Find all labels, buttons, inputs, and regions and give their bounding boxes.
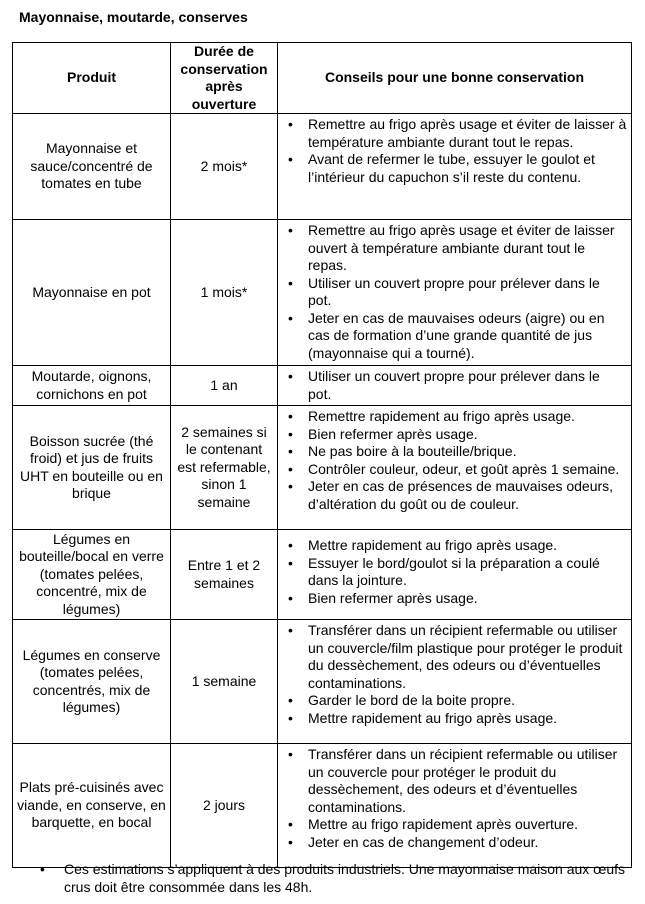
header-duration: Durée de conservation après ouverture bbox=[171, 43, 278, 114]
table-row bbox=[13, 220, 632, 366]
advice-list bbox=[278, 620, 627, 729]
list-item bbox=[278, 368, 627, 403]
bullet-icon: • bbox=[288, 443, 293, 459]
table-header-row bbox=[13, 43, 632, 114]
header-advice: Conseils pour une bonne conservation bbox=[278, 43, 632, 114]
list-item bbox=[278, 443, 627, 461]
list-item bbox=[278, 555, 627, 590]
table-row bbox=[13, 620, 632, 744]
duration-cell: Entre 1 et 2 semaines bbox=[171, 530, 278, 620]
advice-list bbox=[278, 366, 627, 405]
bullet-icon: • bbox=[288, 589, 293, 606]
advice-text: Ne pas boire à la bouteille/brique. bbox=[308, 443, 517, 459]
bullet-icon: • bbox=[288, 408, 293, 424]
list-item bbox=[278, 151, 627, 186]
bullet-icon: • bbox=[288, 460, 293, 477]
list-item bbox=[278, 310, 627, 363]
list-item bbox=[278, 537, 627, 555]
footnote bbox=[40, 861, 630, 896]
list-item bbox=[278, 275, 627, 310]
advice-text: Garder le bord de la boite propre. bbox=[308, 692, 516, 708]
page-title: Mayonnaise, moutarde, conserves bbox=[19, 9, 248, 25]
list-item bbox=[278, 426, 627, 444]
advice-cell bbox=[278, 220, 632, 366]
list-item bbox=[278, 816, 627, 834]
duration-cell: 1 an bbox=[171, 366, 278, 406]
list-item bbox=[278, 622, 627, 692]
list-item bbox=[278, 834, 627, 852]
bullet-icon: • bbox=[288, 151, 293, 167]
product-cell: Boisson sucrée (thé froid) et jus de fruits UHT en bouteille ou en brique bbox=[13, 406, 171, 530]
duration-cell: 2 semaines si le contenant est refermable, sinon 1 semaine bbox=[171, 406, 278, 530]
duration-cell: 1 semaine bbox=[171, 620, 278, 744]
list-item bbox=[278, 710, 627, 728]
table-row bbox=[13, 366, 632, 406]
advice-text: Transférer dans un récipient refermable ou utiliser un couvercle pour protéger le produit du dessèchement, des odeurs et d’éventuelles contaminations. bbox=[308, 746, 618, 815]
advice-cell bbox=[278, 406, 632, 530]
product-cell: Plats pré-cuisinés avec viande, en conserve, en barquette, en bocal bbox=[13, 744, 171, 868]
advice-text: Remettre rapidement au frigo après usage. bbox=[308, 408, 575, 424]
advice-text: Contrôler couleur, odeur, et goût après 1 semaine. bbox=[308, 460, 620, 477]
advice-list bbox=[278, 744, 627, 853]
table-row bbox=[13, 744, 632, 868]
advice-text: Remettre au frigo après usage et éviter de laisser à température ambiante durant tout le repas. bbox=[308, 116, 627, 150]
product-cell: Légumes en conserve (tomates pelées, concentrés, mix de légumes) bbox=[13, 620, 171, 744]
table-row bbox=[13, 114, 632, 220]
advice-list bbox=[278, 220, 627, 365]
advice-list bbox=[278, 530, 627, 614]
advice-text: Jeter en cas de présences de mauvaises odeurs, d’altération du goût ou de couleur. bbox=[308, 478, 614, 512]
bullet-icon: • bbox=[288, 368, 293, 384]
table-body bbox=[13, 114, 632, 868]
bullet-icon: • bbox=[288, 222, 293, 238]
bullet-icon: • bbox=[288, 537, 293, 553]
conservation-table-container bbox=[12, 42, 631, 868]
list-item bbox=[278, 746, 627, 816]
bullet-icon: • bbox=[288, 709, 293, 726]
list-item bbox=[278, 116, 627, 151]
advice-text: Mettre au frigo rapidement après ouverture. bbox=[308, 816, 579, 832]
advice-text: Transférer dans un récipient refermable ou utiliser un couvercle/film plastique pour protéger le produit du dessèchement, des odeurs ou d’éventuelles contaminations. bbox=[308, 622, 623, 691]
advice-text: Utiliser un couvert propre pour prélever dans le pot. bbox=[308, 368, 600, 402]
footnote-text: Ces estimations s’appliquent à des produits industriels. Une mayonnaise maison aux œufs crus doit être consommée dans les 48h. bbox=[64, 861, 626, 895]
advice-cell bbox=[278, 620, 632, 744]
advice-text: Mettre rapidement au frigo après usage. bbox=[308, 537, 558, 553]
duration-cell: 2 mois* bbox=[171, 114, 278, 220]
bullet-icon: • bbox=[288, 692, 293, 708]
advice-cell bbox=[278, 114, 632, 220]
list-item bbox=[278, 408, 627, 426]
bullet-icon: • bbox=[288, 816, 293, 832]
table-row bbox=[13, 406, 632, 530]
list-item bbox=[278, 222, 627, 275]
bullet-icon: • bbox=[288, 116, 293, 132]
advice-text: Utiliser un couvert propre pour prélever dans le pot. bbox=[308, 274, 600, 308]
list-item bbox=[278, 461, 627, 479]
product-cell: Légumes en bouteille/bocal en verre (tomates pelées, concentré, mix de légumes) bbox=[13, 530, 171, 620]
list-item bbox=[278, 478, 627, 513]
bullet-icon: • bbox=[288, 274, 293, 291]
bullet-icon: • bbox=[288, 554, 293, 571]
product-cell: Moutarde, oignons, cornichons en pot bbox=[13, 366, 171, 406]
conservation-table bbox=[12, 42, 632, 868]
list-item bbox=[278, 692, 627, 710]
product-cell: Mayonnaise en pot bbox=[13, 220, 171, 366]
advice-text: Jeter en cas de changement d’odeur. bbox=[308, 833, 539, 850]
duration-cell: 1 mois* bbox=[171, 220, 278, 366]
advice-cell bbox=[278, 744, 632, 868]
header-product: Produit bbox=[13, 43, 171, 114]
advice-list bbox=[278, 406, 627, 515]
table-row bbox=[13, 530, 632, 620]
advice-text: Remettre au frigo après usage et éviter de laisser ouvert à température ambiante durant tout le repas. bbox=[308, 222, 615, 273]
bullet-icon: • bbox=[288, 309, 293, 326]
advice-cell bbox=[278, 366, 632, 406]
advice-text: Avant de refermer le tube, essuyer le goulot et l’intérieur du capuchon s’il reste du contenu. bbox=[308, 151, 595, 185]
duration-cell: 2 jours bbox=[171, 744, 278, 868]
bullet-icon: • bbox=[288, 478, 293, 494]
advice-text: Bien refermer après usage. bbox=[308, 589, 478, 606]
advice-text: Mettre rapidement au frigo après usage. bbox=[308, 709, 558, 726]
advice-text: Jeter en cas de mauvaises odeurs (aigre) ou en cas de formation d’une grande quantité de jus (mayonnaise qui a tourné). bbox=[308, 309, 605, 361]
advice-text: Essuyer le bord/goulot si la préparation a coulé dans la jointure. bbox=[308, 554, 600, 588]
product-cell: Mayonnaise et sauce/concentré de tomates en tube bbox=[13, 114, 171, 220]
bullet-icon: • bbox=[288, 622, 293, 638]
bullet-icon: • bbox=[288, 425, 293, 442]
advice-cell bbox=[278, 530, 632, 620]
bullet-icon: • bbox=[288, 833, 293, 850]
advice-text: Bien refermer après usage. bbox=[308, 425, 478, 442]
footnote-bullet: • bbox=[40, 861, 45, 877]
list-item bbox=[278, 590, 627, 608]
bullet-icon: • bbox=[288, 746, 293, 762]
advice-list bbox=[278, 114, 627, 188]
